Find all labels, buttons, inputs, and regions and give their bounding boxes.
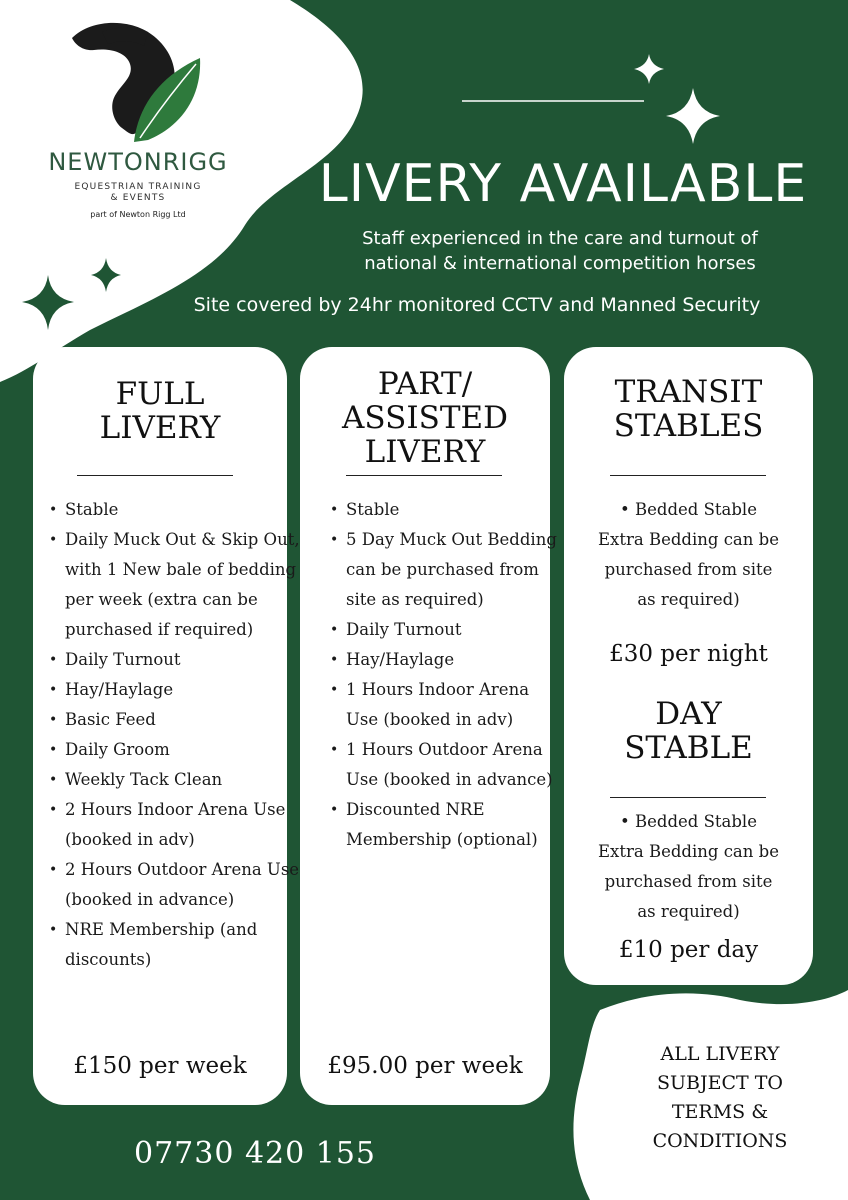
part-livery-list xyxy=(314,495,564,855)
brand-subtitle xyxy=(38,182,238,204)
card-title-line: STABLE xyxy=(624,730,753,766)
day-note-line: Extra Bedding can be xyxy=(598,842,779,861)
transit-note-line: as required) xyxy=(637,590,740,609)
transit-day-card xyxy=(564,347,813,985)
card-title-line: STABLES xyxy=(613,408,764,444)
security-notice: Site covered by 24hr monitored CCTV and Manned Security xyxy=(193,294,761,316)
list-item: • Hay/Haylage xyxy=(346,645,564,675)
day-note-line: as required) xyxy=(637,902,740,921)
list-item: • Weekly Tack Clean xyxy=(65,765,301,795)
card-divider xyxy=(346,475,502,476)
list-item: • 2 Hours Indoor Arena Use (booked in adv) xyxy=(65,795,301,855)
list-item: • Stable xyxy=(65,495,301,525)
list-item: • Daily Turnout xyxy=(346,615,564,645)
brand-subtitle-line: & EVENTS xyxy=(110,193,166,203)
full-livery-list xyxy=(33,495,301,975)
brand-subtitle-line: EQUESTRIAN TRAINING xyxy=(74,182,202,192)
card-divider xyxy=(610,475,766,476)
terms-line: CONDITIONS xyxy=(652,1130,788,1152)
card-divider xyxy=(610,797,766,798)
card-title-line: LIVERY xyxy=(364,434,486,470)
subtitle-line: national & international competition horses xyxy=(364,253,756,274)
day-stable-title xyxy=(564,697,813,765)
page-subtitle xyxy=(300,226,820,276)
day-note-line: purchased from site xyxy=(604,872,773,891)
terms-notice xyxy=(620,1040,820,1156)
transit-note-line: purchased from site xyxy=(604,560,773,579)
card-title-line: PART/ xyxy=(377,366,473,402)
brand-parent-company: part of Newton Rigg Ltd xyxy=(90,210,186,219)
page-title: LIVERY AVAILABLE xyxy=(318,154,808,214)
card-title-line: LIVERY xyxy=(99,410,221,446)
part-livery-price: £95.00 per week xyxy=(327,1053,523,1079)
list-item: • 1 Hours Indoor Arena Use (booked in adv) xyxy=(346,675,564,735)
part-livery-title xyxy=(300,367,550,469)
list-item: • 1 Hours Outdoor Arena Use (booked in advance) xyxy=(346,735,564,795)
list-item: • NRE Membership (and discounts) xyxy=(65,915,301,975)
subtitle-line: Staff experienced in the care and turnout of xyxy=(362,228,758,249)
list-item: • 5 Day Muck Out Bedding can be purchased from site as required) xyxy=(346,525,564,615)
terms-line: TERMS & xyxy=(671,1101,769,1123)
terms-line: SUBJECT TO xyxy=(657,1072,783,1094)
full-livery-title xyxy=(33,377,287,445)
list-item: • Daily Muck Out & Skip Out, with 1 New bale of bedding per week (extra can be purchased if required) xyxy=(65,525,301,645)
list-item: • Daily Turnout xyxy=(65,645,301,675)
list-item: • Discounted NRE Membership (optional) xyxy=(346,795,564,855)
list-item: • Hay/Haylage xyxy=(65,675,301,705)
full-livery-card xyxy=(33,347,300,1105)
transit-bullet: • Bedded Stable xyxy=(620,500,757,519)
terms-line: ALL LIVERY xyxy=(660,1043,780,1065)
card-title-line: TRANSIT xyxy=(614,374,763,410)
brand-name: NEWTONRIGG xyxy=(48,148,228,176)
day-bullet: • Bedded Stable xyxy=(620,812,757,831)
list-item: • Basic Feed xyxy=(65,705,301,735)
day-price: £10 per day xyxy=(618,937,759,963)
list-item: • Stable xyxy=(346,495,564,525)
full-livery-price: £150 per week xyxy=(73,1053,247,1079)
card-title-line: DAY xyxy=(655,696,722,732)
card-title-line: ASSISTED xyxy=(342,400,508,436)
card-title-line: FULL xyxy=(115,376,205,412)
transit-details xyxy=(564,495,813,615)
contact-phone[interactable]: 07730 420 155 xyxy=(133,1136,377,1171)
transit-note-line: Extra Bedding can be xyxy=(598,530,779,549)
transit-stables-title xyxy=(564,375,813,443)
part-livery-card xyxy=(300,347,557,1105)
transit-price: £30 per night xyxy=(609,641,768,667)
card-divider xyxy=(77,475,233,476)
list-item: • Daily Groom xyxy=(65,735,301,765)
list-item: • 2 Hours Outdoor Arena Use (booked in advance) xyxy=(65,855,301,915)
day-details xyxy=(564,807,813,927)
